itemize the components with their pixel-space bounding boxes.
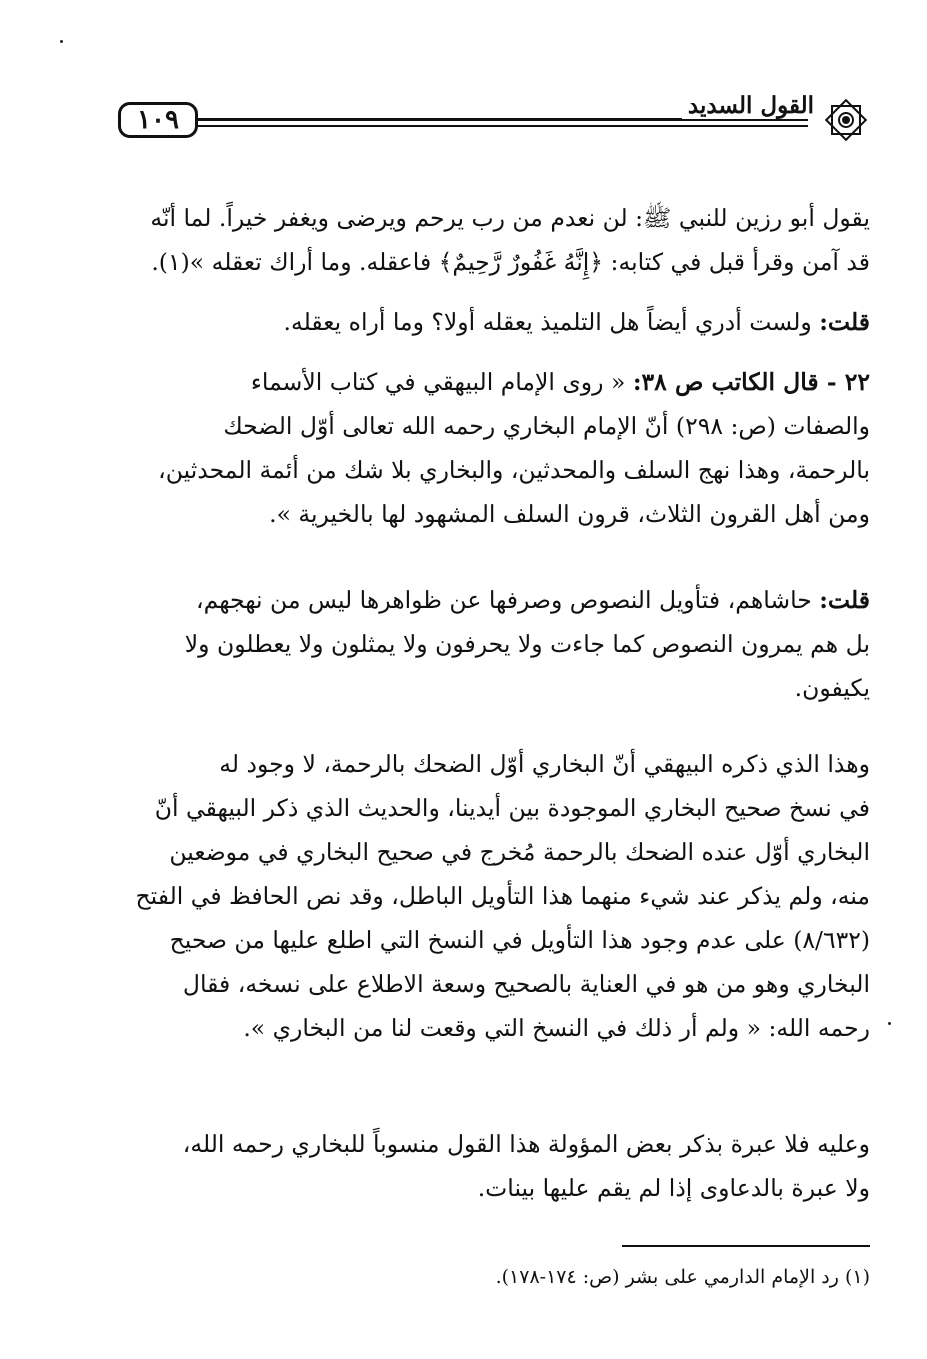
text-line: البخاري وهو من هو في العناية بالصحيح وسعة الاطلاع على نسخه، فقال — [182, 970, 870, 998]
footnote-separator — [622, 1245, 870, 1247]
text-line: بل هم يمرون النصوص كما جاءت ولا يحرفون ولا يمثلون ولا يعطلون ولا — [184, 630, 870, 658]
text-line: (٨/٦٣٢) على عدم وجود هذا التأويل في النسخ التي اطلع عليها من صحيح — [169, 926, 870, 954]
text-line: رحمه الله: « ولم أر ذلك في النسخ التي وقعت لنا من البخاري ». — [243, 1014, 870, 1042]
page-number: ١٠٩ — [137, 105, 179, 135]
text-line: ومن أهل القرون الثلاث، قرون السلف المشهود لها بالخيرية ». — [269, 500, 870, 528]
text-run: ولست أدري أيضاً هل التلميذ يعقله أولا؟ وما أراه يعقله. — [283, 308, 820, 336]
page-number-box — [118, 102, 198, 138]
text-line: والصفات (ص: ٢٩٨) أنّ الإمام البخاري رحمه الله تعالى أوّل الضحك — [223, 412, 870, 440]
section-heading: ٢٢ - قال الكاتب ص ٣٨: — [632, 368, 870, 396]
page-header — [118, 92, 880, 162]
paragraph-4 — [120, 578, 870, 710]
text-line: ولا عبرة بالدعاوى إذا لم يقم عليها بينات. — [477, 1174, 870, 1202]
text-line — [120, 300, 870, 344]
footnote: (١) رد الإمام الدارمي على بشر (ص: ١٧٤-١٧٨). — [495, 1266, 870, 1288]
text-line — [120, 360, 870, 404]
scan-speck — [888, 1022, 891, 1025]
header-rule-thin — [198, 125, 808, 127]
scan-speck — [60, 40, 63, 43]
text-line: يكيفون. — [794, 674, 870, 702]
text-line: وهذا الذي ذكره البيهقي أنّ البخاري أوّل الضحك بالرحمة، لا وجود له — [219, 750, 870, 778]
text-line: البخاري أوّل عنده الضحك بالرحمة مُخرج في صحيح البخاري في موضعين — [169, 838, 870, 866]
text-line: بالرحمة، وهذا نهج السلف والمحدثين، والبخاري بلا شك من أئمة المحدثين، — [158, 456, 870, 484]
text-line: يقول أبو رزين للنبي ﷺ: لن نعدم من رب يرحم ويرضى ويغفر خيراً. لما أنّه — [150, 204, 870, 232]
paragraph-1 — [120, 196, 870, 284]
paragraph-5 — [120, 742, 870, 1050]
paragraph-2 — [120, 300, 870, 344]
qultu-label: قلت: — [819, 308, 870, 336]
qultu-label: قلت: — [819, 586, 870, 614]
text-run: « روى الإمام البيهقي في كتاب الأسماء — [250, 368, 633, 396]
text-run: حاشاهم، فتأويل النصوص وصرفها عن ظواهرها ليس من نهجهم، — [195, 586, 820, 614]
text-line: منه، ولم يذكر عند شيء منهما هذا التأويل الباطل، وقد نص الحافظ في الفتح — [135, 882, 870, 910]
text-line: في نسخ صحيح البخاري الموجودة بين أيدينا، والحديث الذي ذكر البيهقي أنّ — [154, 794, 870, 822]
paragraph-6 — [120, 1122, 870, 1210]
text-line: وعليه فلا عبرة بذكر بعض المؤولة هذا القول منسوباً للبخاري رحمه الله، — [182, 1130, 870, 1158]
text-line: قد آمن وقرأ قبل في كتابه: ﴿إِنَّهُ غَفُورٌ رَّحِيمٌ﴾ فاعقله. وما أراك تعقله »(١). — [151, 248, 870, 276]
flower-ornament-icon — [818, 92, 874, 148]
text-line — [120, 578, 870, 622]
paragraph-3 — [120, 360, 870, 536]
running-title: القول السديد — [682, 92, 814, 119]
